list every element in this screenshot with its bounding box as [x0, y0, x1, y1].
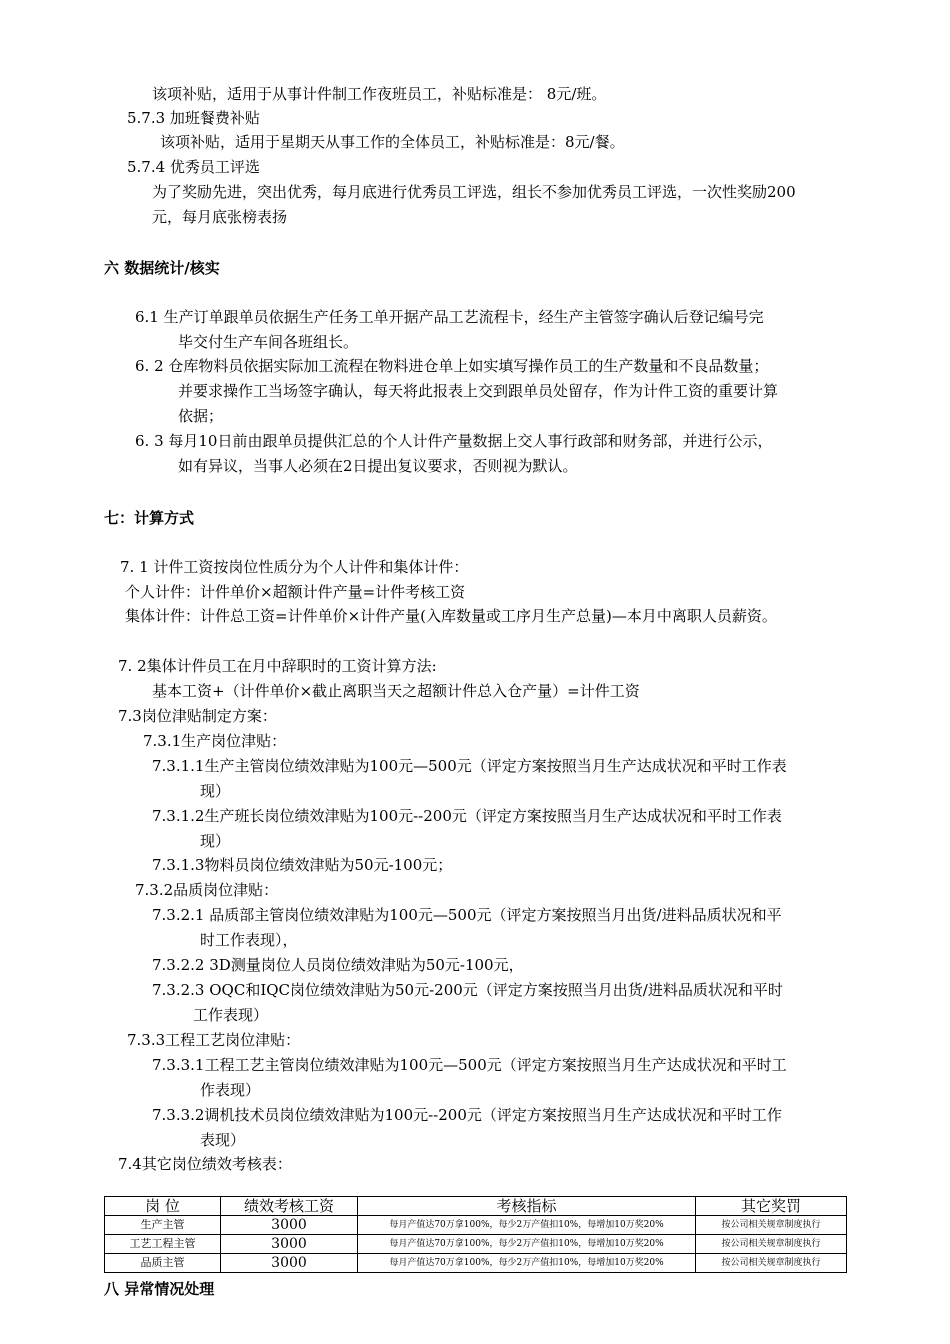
paragraph-line: 时工作表现），: [200, 931, 298, 949]
paragraph-line: 6. 2 仓库物料员依据实际加工流程在物料进仓单上如实填写操作员工的生产数量和不良品数量；: [135, 357, 769, 375]
column-header: 岗 位: [105, 1197, 221, 1216]
table-cell: 工艺工程主管: [105, 1235, 221, 1254]
table-cell: 3000: [221, 1216, 358, 1235]
paragraph-line: 7.3.3.2调机技术员岗位绩效津贴为100元--200元（评定方案按照当月生产达成状况和平时工作: [152, 1106, 782, 1124]
paragraph-line: 元，每月底张榜表扬: [152, 208, 288, 226]
column-header: 绩效考核工资: [221, 1197, 358, 1216]
column-header: 考核指标: [358, 1197, 696, 1216]
paragraph-line: 工作表现）: [193, 1006, 269, 1024]
paragraph-line: 6.1 生产订单跟单员依据生产任务工单开据产品工艺流程卡，经生产主管签字确认后登记编号完: [135, 308, 764, 326]
table-header-row: [105, 1197, 847, 1216]
table-cell: 3000: [221, 1235, 358, 1254]
table-cell: 品质主管: [105, 1254, 221, 1273]
subsection-heading: 7.3.1生产岗位津贴：: [143, 732, 287, 750]
paragraph-line: 7.3.2.2 3D测量岗位人员岗位绩效津贴为50元-100元，: [152, 956, 524, 974]
paragraph-line: 基本工资+（计件单价×截止离职当天之超额计件总入仓产量）=计件工资: [152, 682, 640, 700]
subsection-heading: 7.3.2品质岗位津贴：: [135, 881, 279, 899]
paragraph-line: 7.3.1.1生产主管岗位绩效津贴为100元—500元（评定方案按照当月生产达成状况和平时工作表: [152, 757, 787, 775]
column-header: 其它奖罚: [696, 1197, 847, 1216]
table-row: [105, 1216, 847, 1235]
table-cell: 按公司相关规章制度执行: [696, 1254, 847, 1273]
paragraph-line: 毕交付生产车间各班组长。: [178, 333, 359, 351]
paragraph-line: 7.3.2.1 品质部主管岗位绩效津贴为100元—500元（评定方案按照当月出货/进料品质状况和平: [152, 906, 782, 924]
paragraph-line: 现）: [200, 782, 231, 800]
paragraph-line: 现）: [200, 832, 231, 850]
subsection-heading: 5.7.3 加班餐费补贴: [127, 109, 260, 127]
paragraph-line: 该项补贴，适用于从事计件制工作夜班员工，补贴标准是： 8元/班。: [152, 85, 607, 103]
section-heading: 七：计算方式: [104, 509, 195, 527]
table-cell: 按公司相关规章制度执行: [696, 1216, 847, 1235]
table-row: [105, 1254, 847, 1273]
paragraph-line: 7.3.1.3物料员岗位绩效津贴为50元-100元；: [152, 856, 453, 874]
paragraph-line: 表现）: [200, 1131, 246, 1149]
section-heading: 六 数据统计/核实: [104, 259, 220, 277]
table-cell: 每月产值达70万拿100%，每少2万产值扣10%，每增加10万奖20%: [358, 1235, 696, 1254]
paragraph-line: 7.3.3.1工程工艺主管岗位绩效津贴为100元—500元（评定方案按照当月生产达成状况和平时工: [152, 1056, 787, 1074]
paragraph-line: 为了奖励先进，突出优秀，每月底进行优秀员工评选，组长不参加优秀员工评选，一次性奖励200: [152, 183, 796, 201]
paragraph-line: 如有异议，当事人必须在2日提出复议要求，否则视为默认。: [178, 457, 578, 475]
table-cell: 生产主管: [105, 1216, 221, 1235]
paragraph-line: 6. 3 每月10日前由跟单员提供汇总的个人计件产量数据上交人事行政部和财务部，并进行公示，: [135, 432, 773, 450]
subsection-heading: 7.3.3工程工艺岗位津贴：: [127, 1031, 301, 1049]
paragraph-line: 7. 2集体计件员工在月中辞职时的工资计算方法:: [118, 657, 437, 675]
table-cell: 每月产值达70万拿100%，每少2万产值扣10%，每增加10万奖20%: [358, 1254, 696, 1273]
performance-table: [104, 1196, 847, 1273]
table-row: [105, 1235, 847, 1254]
paragraph-line: 7. 1 计件工资按岗位性质分为个人计件和集体计件：: [120, 558, 469, 576]
paragraph-line: 该项补贴，适用于星期天从事工作的全体员工，补贴标准是：8元/餐。: [160, 133, 625, 151]
paragraph-line: 并要求操作工当场签字确认，每天将此报表上交到跟单员处留存，作为计件工资的重要计算: [178, 382, 779, 400]
paragraph-line: 个人计件：计件单价×超额计件产量=计件考核工资: [125, 583, 466, 601]
subsection-heading: 5.7.4 优秀员工评选: [127, 158, 260, 176]
paragraph-line: 作表现）: [200, 1081, 261, 1099]
subsection-heading: 7.3岗位津贴制定方案：: [118, 707, 277, 725]
subsection-heading: 7.4其它岗位绩效考核表：: [118, 1155, 292, 1173]
table-cell: 每月产值达70万拿100%，每少2万产值扣10%，每增加10万奖20%: [358, 1216, 696, 1235]
paragraph-line: 7.3.2.3 OQC和IQC岗位绩效津贴为50元-200元（评定方案按照当月出货/进料品质状况和平时: [152, 981, 783, 999]
section-heading: 八 异常情况处理: [104, 1280, 215, 1298]
paragraph-line: 7.3.1.2生产班长岗位绩效津贴为100元--200元（评定方案按照当月生产达成状况和平时工作表: [152, 807, 782, 825]
paragraph-line: 依据；: [178, 407, 224, 425]
table-cell: 按公司相关规章制度执行: [696, 1235, 847, 1254]
table-cell: 3000: [221, 1254, 358, 1273]
paragraph-line: 集体计件：计件总工资=计件单价×计件产量(入库数量或工序月生产总量)—本月中离职人员薪资。: [125, 607, 777, 625]
